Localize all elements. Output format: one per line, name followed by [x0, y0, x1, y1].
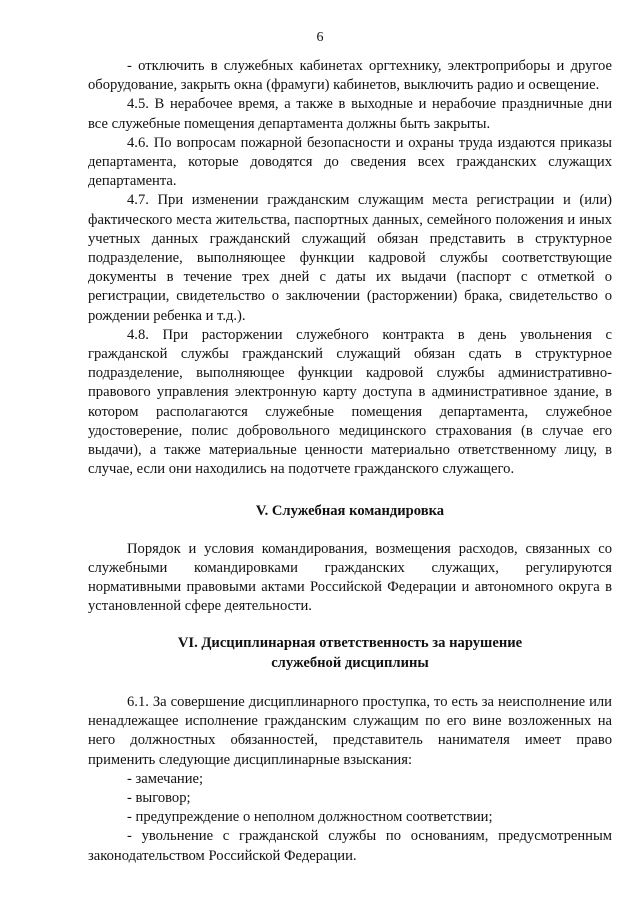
section-6-heading-line-2: служебной дисциплины [271, 654, 429, 671]
penalty-item: - увольнение с гражданской службы по основаниям, предусмотренным законодательством Российской Федерации. [88, 828, 612, 864]
paragraph-4-8: 4.8. При расторжении служебного контракта в день увольнения с гражданской службы гражданский служащий обязан сдать в структурное подразделение, выполняющее функции кадровой службы административно-правового управления электронную карту доступа в административное здание, в котором располагаются служебные помещения департамента, служебное удостоверение, полис добровольного медицинского страхования (в случае его выдачи), а также материальные ценности материально ответственному лицу, в случае, если они находились на подотчете гражданского служащего. [88, 326, 612, 478]
section-6-heading-line-1: VI. Дисциплинарная ответственность за нарушение [177, 635, 523, 652]
page-number: 6 [316, 30, 324, 45]
paragraph-turn-off-equipment: - отключить в служебных кабинетах оргтехнику, электроприборы и другое оборудование, закрыть окна (фрамуги) кабинетов, выключить радио и освещение. [88, 58, 612, 94]
paragraph-6-1: 6.1. За совершение дисциплинарного проступка, то есть за неисполнение или ненадлежащее исполнение гражданским служащим по его вине возложенных на него должностных обязанностей, представитель нанимателя имеет право применить следующие дисциплинарные взыскания: [88, 693, 612, 768]
section-5-heading: V. Служебная командировка [255, 503, 445, 520]
section-5-text: Порядок и условия командирования, возмещения расходов, связанных со служебными командировками гражданских служащих, регулируются нормативными правовыми актами Российской Федерации и автономного округа в установленной сфере деятельности. [88, 540, 612, 615]
document-body [88, 57, 612, 866]
penalty-item: - замечание; [127, 770, 204, 787]
paragraph-4-6: 4.6. По вопросам пожарной безопасности и охраны труда издаются приказы департамента, которые доводятся до сведения всех гражданских служащих департамента. [88, 134, 612, 190]
penalty-list [88, 770, 612, 866]
paragraph-4-5: 4.5. В нерабочее время, а также в выходные и нерабочие праздничные дни все служебные помещения департамента должны быть закрыты. [88, 96, 612, 132]
penalty-item: - предупреждение о неполном должностном соответствии; [127, 809, 493, 826]
section-6-heading [88, 634, 612, 672]
penalty-item: - выговор; [127, 789, 191, 806]
paragraph-4-7: 4.7. При изменении гражданским служащим места регистрации и (или) фактического места жительства, паспортных данных, семейного положения и иных учетных данных гражданский служащий обязан представить в структурное подразделение, выполняющее функции кадровой службы соответствующие документы в течение трех дней с даты их выдачи (паспорт с отметкой о регистрации, свидетельство о заключении (расторжении) брака, свидетельство о рождении ребенка и т.д.). [88, 192, 612, 324]
